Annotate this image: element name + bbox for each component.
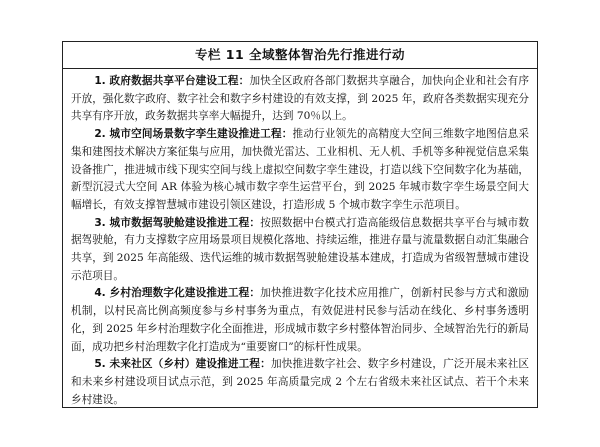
item-1 xyxy=(71,73,529,126)
item-1-heading: 1. 政府数据共享平台建设工程： xyxy=(94,75,250,87)
item-4-heading: 4. 乡村治理数字化建设推进工程： xyxy=(94,287,261,300)
item-3-text: 按照数据中台模式打造高能级信息数据共享平台与城市数据驾驶舱，有力支撑数字应用场景项目规模化落地、持续运维，推进存量与流量数据自动汇集融合共享，到 2025 年高能级、迭代运维的城市数据驾驶舱建设基本建成，打造成为省级智慧城市建设示范项目。 xyxy=(71,216,529,282)
item-4 xyxy=(71,285,529,356)
item-4-text: 加快推进数字化技术应用推广，创新村民参与方式和激励机制，以村民高比例高频度参与乡村事务为重点，有效促进村民参与活动在线化、乡村事务透明化，到 2025 年乡村治理数字化全面推进，形成城市数字乡村整体智治同步、全域智治先行的新局面，成功把乡村治理数字化打造成为“重要窗口”的标杆性成果。 xyxy=(71,287,529,353)
item-2-heading: 2. 城市空间场景数字孪生建设推进工程： xyxy=(94,128,293,141)
item-1-text: 加快全区政府各部门数据共享融合，加快向企业和社会有序开放，强化数字政府、数字社会和数字乡村建设的有效支撑，到 2025 年，政府各类数据实现充分共享有序开放，政务数据共享率大幅提升，达到 70％以上。 xyxy=(71,75,529,123)
item-5-text: 加快推进数字社会、数字乡村建设，广泛开展未来社区和未来乡村建设项目试点示范，到 2025 年高质量完成 2 个左右省级未来社区试点、若干个未来乡村建设。 xyxy=(71,358,529,406)
item-3-heading: 3. 城市数据驾驶舱建设推进工程： xyxy=(94,216,261,229)
column-content xyxy=(63,69,537,409)
item-2 xyxy=(71,126,529,215)
column-title: 专栏 11 全域整体智治先行推进行动 xyxy=(63,42,537,69)
item-5 xyxy=(71,356,529,409)
item-3 xyxy=(71,215,529,286)
item-2-text: 推动行业领先的高精度大空间三维数字地图信息采集和建图技术解决方案征集与应用，加快微光雷达、工业相机、无人机、手机等多种视觉信息采集设备推广，推进城市线下现实空间与线上虚拟空间数字孪生建设，打造以线下空间数字化为基础，新型沉浸式大空间 AR 体验为核心城市数字孪生运营平台，到 2025 年城市数字孪生场景空间大幅增长，有效支撑智慧城市建设引领区建设，打造形成 5 个城市数字孪生示范项目。 xyxy=(71,128,529,211)
item-5-heading: 5. 未来社区（乡村）建设推进工程： xyxy=(94,358,271,371)
column-box xyxy=(62,41,538,408)
